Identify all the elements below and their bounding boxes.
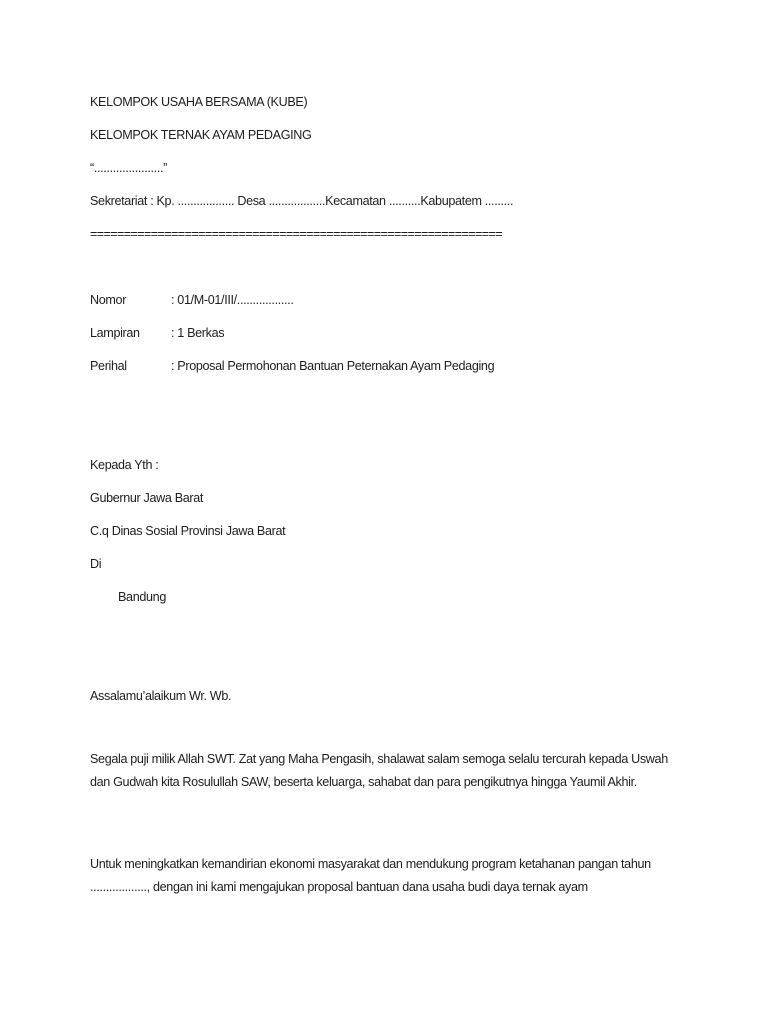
- group-name: KELOMPOK TERNAK AYAM PEDAGING: [90, 128, 312, 142]
- meta-value: : 1 Berkas: [171, 326, 225, 340]
- recipient-di: Di: [90, 557, 102, 571]
- purpose-paragraph: Untuk meningkatkan kemandirian ekonomi masyarakat dan mendukung program ketahanan pangan tahun .................., dengan ini kami mengajukan proposal bantuan dana usaha budi daya ternak ayam: [90, 857, 651, 894]
- meta-value: : Proposal Permohonan Bantuan Peternakan Ayam Pedaging: [171, 359, 495, 373]
- group-nickname-placeholder: “......................”: [90, 161, 167, 175]
- recipient-city: Bandung: [118, 590, 166, 604]
- meta-row-perihal: [90, 358, 494, 374]
- opening-paragraph: Segala puji milik Allah SWT. Zat yang Maha Pengasih, shalawat salam semoga selalu tercurah kepada Uswah dan Gudwah kita Rosulullah SAW, beserta keluarga, sahabat dan para pengikutnya hingga Yaumil Akhir.: [90, 752, 668, 789]
- meta-row-nomor: [90, 292, 293, 308]
- recipient-name: Gubernur Jawa Barat: [90, 491, 204, 505]
- meta-value: : 01/M-01/III/..................: [171, 293, 294, 307]
- meta-row-lampiran: [90, 325, 224, 341]
- meta-label: Perihal: [90, 359, 127, 373]
- meta-label: Lampiran: [90, 326, 140, 340]
- recipient-cq: C.q Dinas Sosial Provinsi Jawa Barat: [90, 524, 286, 538]
- recipient-heading: Kepada Yth :: [90, 458, 159, 472]
- secretariat-address: Sekretariat : Kp. .................. Desa ..................Kecamatan ..........Kabupatem .........: [90, 194, 514, 208]
- meta-label: Nomor: [90, 293, 127, 307]
- greeting: Assalamu’alaikum Wr. Wb.: [90, 689, 232, 703]
- organization-name: KELOMPOK USAHA BERSAMA (KUBE): [90, 95, 308, 109]
- header-separator: =============================================================: [90, 227, 503, 241]
